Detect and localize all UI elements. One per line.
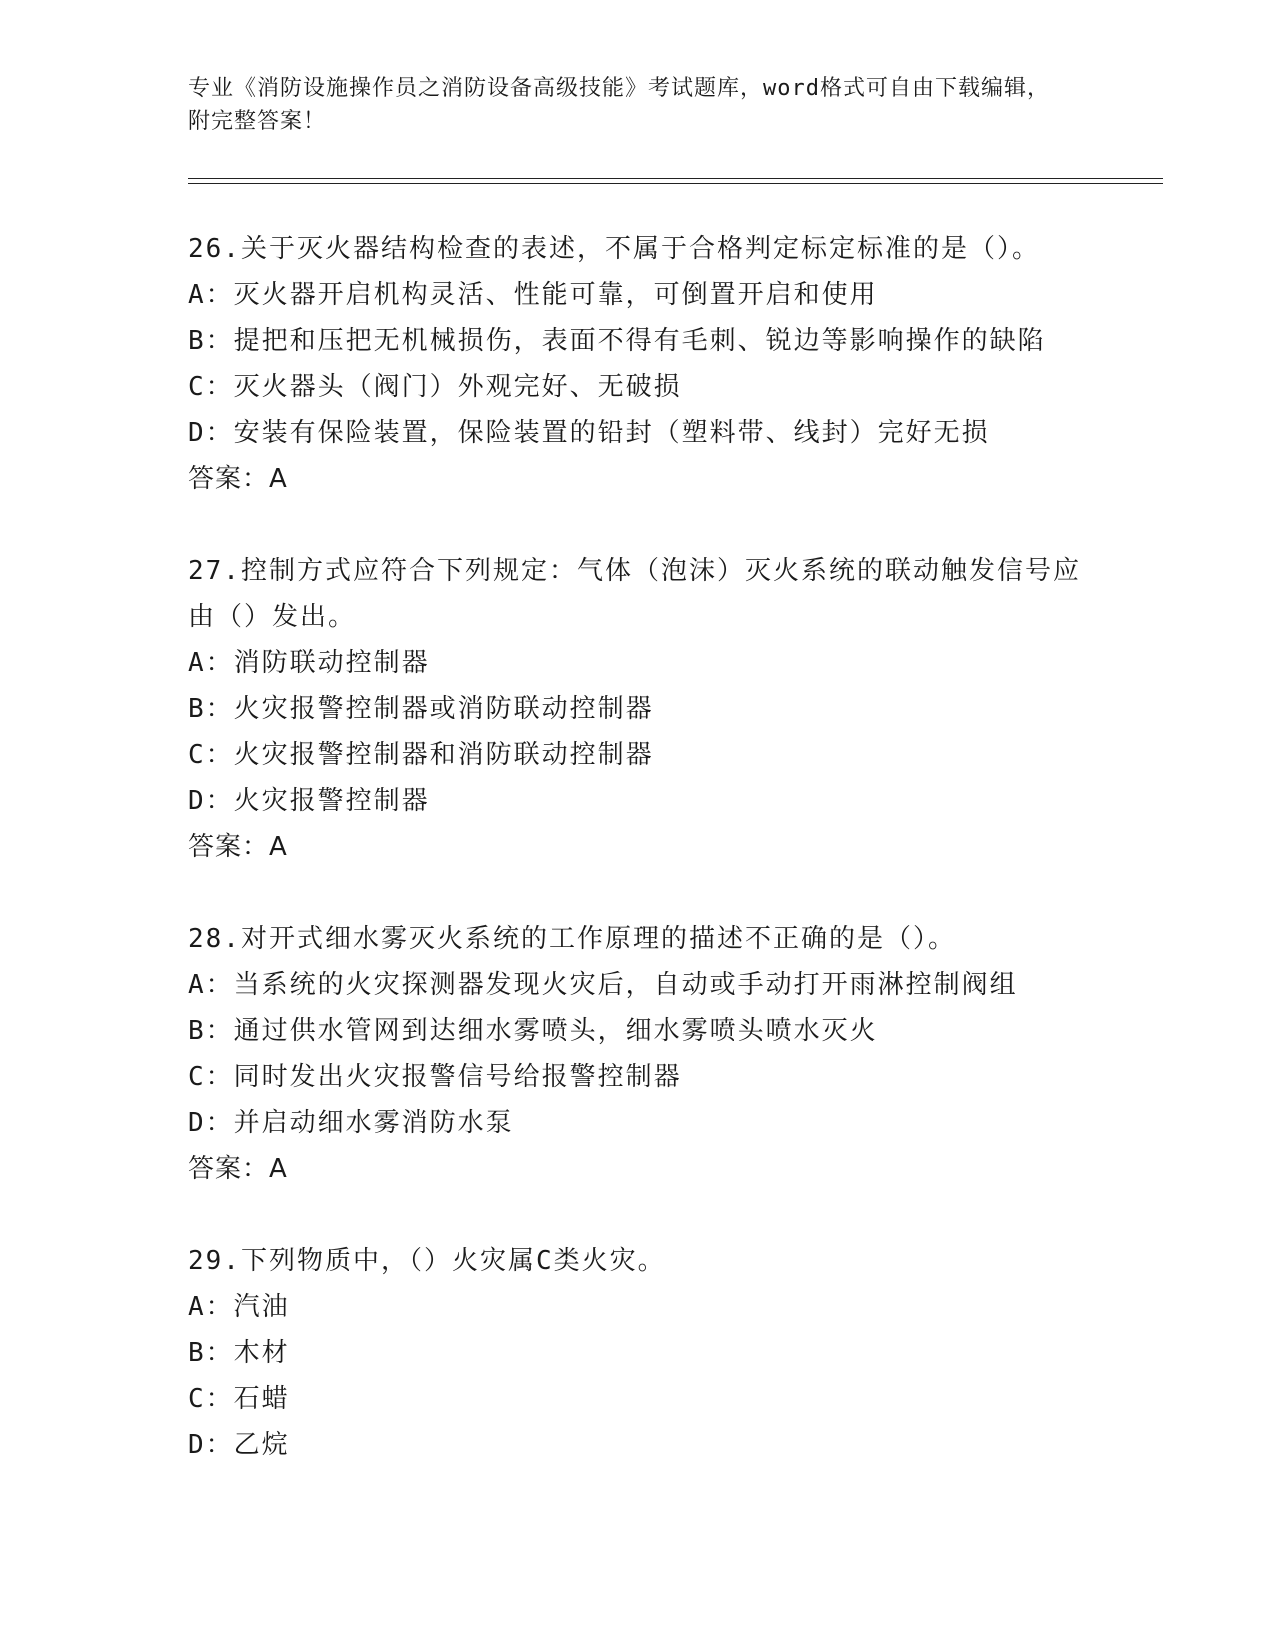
question-stem: 29.下列物质中，（）火灾属C类火灾。	[188, 1246, 666, 1276]
question-stem: 26.关于灭火器结构检查的表述，不属于合格判定标定标准的是（）。	[188, 234, 1040, 264]
option-b: B：通过供水管网到达细水雾喷头，细水雾喷头喷水灭火	[188, 1016, 878, 1046]
question-29	[188, 1238, 1088, 1468]
option-a: A：汽油	[188, 1292, 290, 1322]
option-c: C：火灾报警控制器和消防联动控制器	[188, 740, 654, 770]
question-27	[188, 548, 1088, 870]
question-stem: 27.控制方式应符合下列规定：气体（泡沫）灭火系统的联动触发信号应由（）发出。	[188, 556, 1081, 632]
option-d: D：火灾报警控制器	[188, 786, 430, 816]
option-a: A：消防联动控制器	[188, 648, 430, 678]
question-list	[188, 226, 1088, 1514]
answer: 答案：A	[188, 832, 288, 862]
option-a: A：当系统的火灾探测器发现火灾后，自动或手动打开雨淋控制阀组	[188, 970, 1018, 1000]
option-d: D：并启动细水雾消防水泵	[188, 1108, 514, 1138]
option-c: C：石蜡	[188, 1384, 290, 1414]
question-stem: 28.对开式细水雾灭火系统的工作原理的描述不正确的是（）。	[188, 924, 956, 954]
option-c: C：灭火器头（阀门）外观完好、无破损	[188, 372, 682, 402]
option-b: B：火灾报警控制器或消防联动控制器	[188, 694, 654, 724]
question-28	[188, 916, 1088, 1192]
answer: 答案：A	[188, 464, 288, 494]
option-b: B：木材	[188, 1338, 290, 1368]
option-d: D：乙烷	[188, 1430, 290, 1460]
answer: 答案：A	[188, 1154, 288, 1184]
option-b: B：提把和压把无机械损伤，表面不得有毛刺、锐边等影响操作的缺陷	[188, 326, 1046, 356]
header-divider-top	[188, 178, 1163, 179]
option-a: A：灭火器开启机构灵活、性能可靠，可倒置开启和使用	[188, 280, 878, 310]
option-c: C：同时发出火灾报警信号给报警控制器	[188, 1062, 682, 1092]
option-d: D：安装有保险装置，保险装置的铅封（塑料带、线封）完好无损	[188, 418, 990, 448]
document-header: 专业《消防设施操作员之消防设备高级技能》考试题库，word格式可自由下载编辑，附完整答案！	[188, 76, 1050, 134]
question-26	[188, 226, 1088, 502]
header-divider-bottom	[188, 183, 1163, 184]
